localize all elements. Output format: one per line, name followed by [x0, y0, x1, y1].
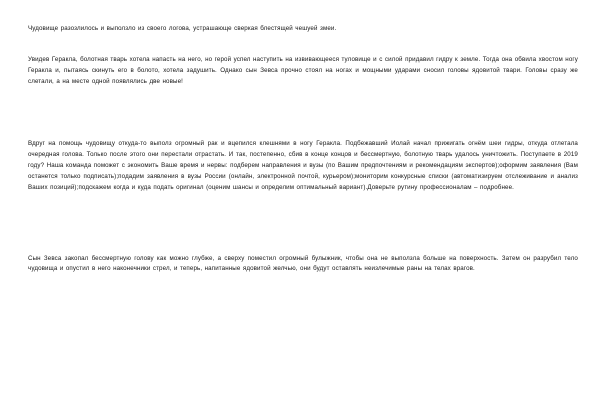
paragraph-3: Вдруг на помощь чудовищу откуда-то выполз огромный рак и вцепился клешнями в ногу Геракла. Подбежавший Иолай начал прижигать огнём шеи гидры, откуда отлетала очередная голова. Только после этого они перестали отрастать. И так, постепенно, сбив в конце концов и бессмертную, болотную тварь удалось уничтожить. Поступаете в 2019 году? Наша команда поможет с экономить Ваше время и нервы: подберем направления и вузы (по Вашим предпочтениям и рекомендациям экспертов);оформим заявления (Вам останется только подписать);подадим заявления в вузы России (онлайн, электронной почтой, курьером);мониторим конкурсные списки (автоматизируем отслеживание и анализ Ваших позиций);подскажем когда и куда подать оригинал (оценим шансы и определим оптимальный вариант).Доверьте рутину профессионалам – подробнее.	[28, 140, 578, 191]
paragraph-1: Чудовище разозлилось и выползло из своего логова, устрашающе сверкая блестящей чешуей змеи.	[28, 25, 337, 32]
paragraph-4: Сын Зевса закопал бессмертную голову как можно глубже, а сверху поместил огромный булыжник, чтобы она не выползла больше на поверхность. Затем он разрубил тело чудовища и опустил в него наконечники стрел, и теперь, напитанные ядовитой желчью, они будут оставлять неизлечимые раны на телах врагов.	[28, 254, 578, 273]
paragraph-2: Увидев Геракла, болотная тварь хотела напасть на него, но герой успел наступить на извивающееся туловище и с силой придавил гидру к земле. Тогда она обвила хвостом ногу Геракла и, пытаясь скинуть его в болото, хотела задушить. Однако сын Зевса прочно стоял на ногах и мощными ударами сносил головы ядовитой твари. Головы сразу же слетали, а на месте одной появлялись две новые!	[28, 55, 578, 85]
